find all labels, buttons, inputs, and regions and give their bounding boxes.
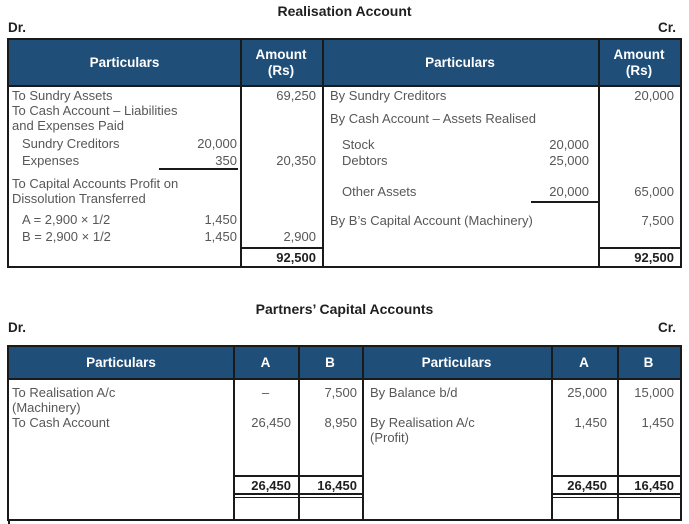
- debit-subrow: Expenses: [22, 153, 80, 168]
- double-rule-bottom: [233, 497, 362, 499]
- column-divider: [598, 40, 600, 266]
- realisation-cr-label: Cr.: [657, 20, 676, 35]
- credit-subrow: Other Assets: [342, 184, 417, 199]
- total-rule: [240, 247, 322, 249]
- header-particulars-credit: Particulars: [425, 54, 495, 70]
- debit-amount: 20,350: [276, 153, 316, 168]
- header-particulars-debit: Particulars: [89, 54, 160, 70]
- capital-header-row: [9, 347, 680, 378]
- debit-b-value: 7,500: [324, 385, 357, 400]
- debit-amount: 69,250: [276, 88, 316, 103]
- column-divider: [322, 40, 324, 266]
- capital-cr-label: Cr.: [657, 320, 676, 335]
- credit-row: By Sundry Creditors: [330, 88, 447, 103]
- credit-subamount: 20,000: [549, 137, 589, 152]
- debit-subamount: 20,000: [197, 136, 237, 151]
- subtotal-underline: [159, 168, 238, 170]
- double-rule-bottom: [551, 497, 680, 499]
- header-particulars-debit: Particulars: [86, 354, 156, 370]
- realisation-title: Realisation Account: [277, 3, 412, 19]
- credit-row: By B’s Capital Account (Machinery): [330, 213, 533, 228]
- debit-subamount: 350: [215, 153, 237, 168]
- credit-amount: 65,000: [634, 184, 674, 199]
- debit-row: To Realisation A/c: [12, 385, 116, 400]
- debit-row: To Sundry Assets: [12, 88, 113, 103]
- total-rule: [598, 247, 680, 249]
- debit-row: To Cash Account: [12, 415, 110, 430]
- total-rule: [551, 475, 680, 477]
- header-divider: [9, 378, 680, 380]
- header-col-b-debit: B: [325, 354, 335, 370]
- credit-subrow: Stock: [342, 137, 375, 152]
- credit-amount: 20,000: [634, 88, 674, 103]
- debit-total: 92,500: [276, 250, 316, 265]
- header-particulars-credit: Particulars: [421, 354, 492, 370]
- credit-total: 92,500: [634, 250, 674, 265]
- total-rule: [233, 475, 362, 477]
- header-col-a-credit: A: [579, 354, 589, 370]
- credit-b-total: 16,450: [634, 478, 674, 493]
- subtotal-underline: [531, 201, 598, 203]
- double-rule-top: [233, 493, 362, 495]
- credit-row: (Profit): [370, 430, 409, 445]
- credit-row: By Cash Account – Assets Realised: [330, 111, 536, 126]
- debit-a-value: 26,450: [251, 415, 291, 430]
- debit-row: To Capital Accounts Profit on: [12, 176, 179, 191]
- credit-subrow: Debtors: [342, 153, 388, 168]
- debit-subrow: Sundry Creditors: [22, 136, 120, 151]
- credit-subamount: 25,000: [549, 153, 589, 168]
- double-rule-top: [551, 493, 680, 495]
- capital-table: [7, 345, 682, 521]
- debit-a-total: 26,450: [251, 478, 291, 493]
- column-divider: [362, 347, 364, 519]
- debit-subrow: B = 2,900 × 1/2: [22, 229, 111, 244]
- realisation-dr-label: Dr.: [8, 20, 27, 35]
- debit-row: (Machinery): [12, 400, 81, 415]
- credit-subamount: 20,000: [549, 184, 589, 199]
- debit-a-value: –: [261, 385, 270, 400]
- realisation-table: [7, 38, 682, 268]
- capital-title: Partners’ Capital Accounts: [255, 301, 434, 317]
- debit-row: To Cash Account – Liabilities: [12, 103, 178, 118]
- header-col-a-debit: A: [260, 354, 271, 370]
- debit-b-value: 8,950: [324, 415, 357, 430]
- debit-amount: 2,900: [283, 229, 316, 244]
- credit-a-value: 1,450: [574, 415, 607, 430]
- realisation-header-row: [9, 40, 680, 85]
- credit-a-total: 26,450: [567, 478, 607, 493]
- debit-subamount: 1,450: [204, 212, 237, 227]
- header-amount-debit: Amount (Rs): [255, 46, 307, 78]
- header-col-b-credit: B: [643, 354, 654, 370]
- capital-dr-label: Dr.: [8, 320, 27, 335]
- header-divider: [9, 85, 680, 87]
- credit-row: By Realisation A/c: [370, 415, 475, 430]
- header-amount-credit: Amount (Rs): [613, 46, 665, 78]
- debit-b-total: 16,450: [317, 478, 357, 493]
- credit-b-value: 15,000: [634, 385, 674, 400]
- credit-b-value: 1,450: [641, 415, 674, 430]
- debit-subamount: 1,450: [204, 229, 237, 244]
- debit-row: and Expenses Paid: [12, 118, 125, 133]
- credit-amount: 7,500: [641, 213, 674, 228]
- credit-a-value: 25,000: [567, 385, 607, 400]
- debit-row: Dissolution Transferred: [12, 191, 146, 206]
- debit-subrow: A = 2,900 × 1/2: [22, 212, 111, 227]
- credit-row: By Balance b/d: [370, 385, 458, 400]
